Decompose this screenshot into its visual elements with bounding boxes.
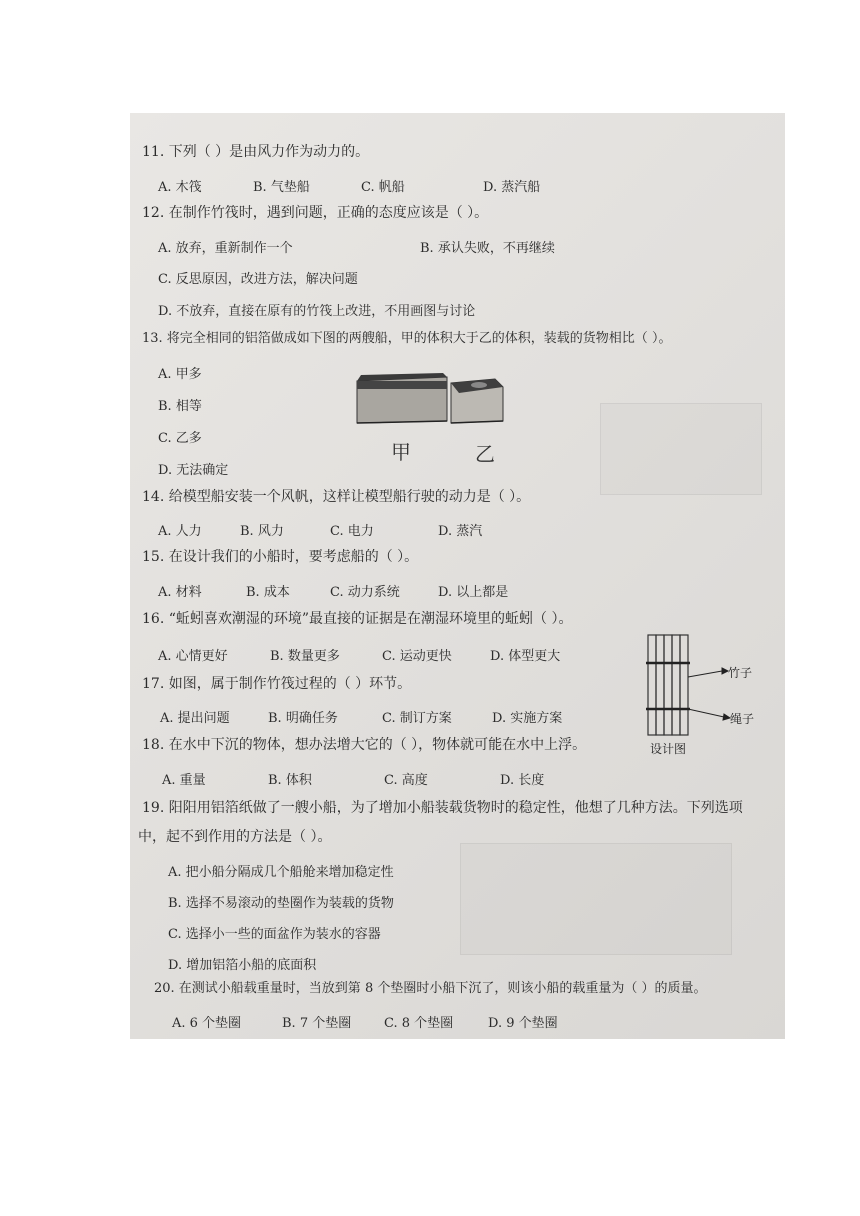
option: B. 选择不易滚动的垫圈作为装载的货物 — [168, 896, 394, 911]
option: C. 制订方案 — [382, 711, 452, 726]
option: D. 体型更大 — [490, 649, 561, 664]
option: B. 体积 — [268, 773, 312, 788]
question-12-stem: 12. 在制作竹筏时，遇到问题，正确的态度应该是（ ）。 — [142, 205, 489, 221]
bamboo-raft-design-figure — [642, 633, 762, 758]
question-11-stem: 11. 下列（ ）是由风力作为动力的。 — [142, 144, 370, 160]
option: B. 数量更多 — [270, 649, 340, 664]
aluminum-boats-figure — [355, 371, 505, 471]
option: D. 长度 — [500, 773, 545, 788]
option: D. 实施方案 — [492, 711, 563, 726]
option: A. 放弃，重新制作一个 — [158, 241, 293, 256]
option: A. 材料 — [158, 585, 202, 600]
boat-yi-label: 乙 — [475, 442, 495, 466]
option: C. 乙多 — [158, 431, 202, 446]
option: C. 电力 — [330, 524, 374, 539]
boat-yi-image — [451, 379, 503, 423]
option: B. 明确任务 — [268, 711, 338, 726]
option: B. 相等 — [158, 399, 202, 414]
option: B. 风力 — [240, 524, 284, 539]
option: D. 无法确定 — [158, 463, 229, 478]
option: B. 承认失败，不再继续 — [420, 241, 555, 256]
option: C. 运动更快 — [382, 649, 452, 664]
option: C. 动力系统 — [330, 585, 400, 600]
option: B. 7 个垫圈 — [282, 1016, 352, 1031]
option: B. 气垫船 — [253, 180, 310, 195]
question-18-stem: 18. 在水中下沉的物体，想办法增大它的（ ），物体就可能在水中上浮。 — [142, 737, 587, 753]
question-17-stem: 17. 如图，属于制作竹筏过程的（ ）环节。 — [142, 676, 412, 692]
option: A. 重量 — [162, 773, 206, 788]
option: D. 蒸汽 — [438, 524, 483, 539]
option: A. 把小船分隔成几个船舱来增加稳定性 — [168, 865, 394, 880]
question-15-stem: 15. 在设计我们的小船时，要考虑船的（ ）。 — [142, 549, 419, 565]
design-caption: 设计图 — [650, 742, 687, 756]
option: C. 选择小一些的面盆作为装水的容器 — [168, 927, 381, 942]
option: B. 成本 — [246, 585, 290, 600]
question-19-stem: 19. 阳阳用铝箔纸做了一艘小船，为了增加小船装载货物时的稳定性，他想了几种方法。下列选项 — [142, 800, 743, 816]
boat-jia-label: 甲 — [391, 440, 411, 464]
question-20-stem: 20. 在测试小船载重量时，当放到第 8 个垫圈时小船下沉了，则该小船的载重量为（ ）的质量。 — [154, 981, 707, 996]
show-through-marks — [460, 843, 732, 955]
option: A. 6 个垫圈 — [172, 1016, 242, 1031]
exam-paper — [130, 113, 785, 1039]
question-19-stem-continued: 中，起不到作用的方法是（ ）。 — [138, 829, 332, 845]
bamboo-label: 竹子 — [728, 666, 753, 680]
option: D. 蒸汽船 — [483, 180, 541, 195]
bamboo-poles-image — [648, 635, 688, 735]
question-13-stem: 13. 将完全相同的铝箔做成如下图的两艘船，甲的体积大于乙的体积，装载的货物相比（ ）。 — [142, 331, 672, 346]
option: D. 9 个垫圈 — [488, 1016, 558, 1031]
rope-image — [646, 663, 690, 709]
question-14-stem: 14. 给模型船安装一个风帆，这样让模型船行驶的动力是（ ）。 — [142, 489, 531, 505]
option: A. 提出问题 — [160, 711, 230, 726]
option: C. 8 个垫圈 — [384, 1016, 454, 1031]
option: C. 帆船 — [361, 180, 405, 195]
option: D. 增加铝箔小船的底面积 — [168, 958, 317, 973]
option: C. 高度 — [384, 773, 428, 788]
option: D. 以上都是 — [438, 585, 509, 600]
rope-label: 绳子 — [730, 712, 755, 726]
option: A. 甲多 — [158, 367, 202, 382]
option: C. 反思原因，改进方法，解决问题 — [158, 272, 358, 287]
boat-jia-image — [357, 373, 447, 423]
question-16-stem: 16. “蚯蚓喜欢潮湿的环境”最直接的证据是在潮湿环境里的蚯蚓（ ）。 — [142, 611, 573, 627]
option: A. 人力 — [158, 524, 202, 539]
show-through-marks — [600, 403, 762, 495]
option: D. 不放弃，直接在原有的竹筏上改进，不用画图与讨论 — [158, 304, 476, 319]
option: A. 心情更好 — [158, 649, 228, 664]
option: A. 木筏 — [158, 180, 202, 195]
